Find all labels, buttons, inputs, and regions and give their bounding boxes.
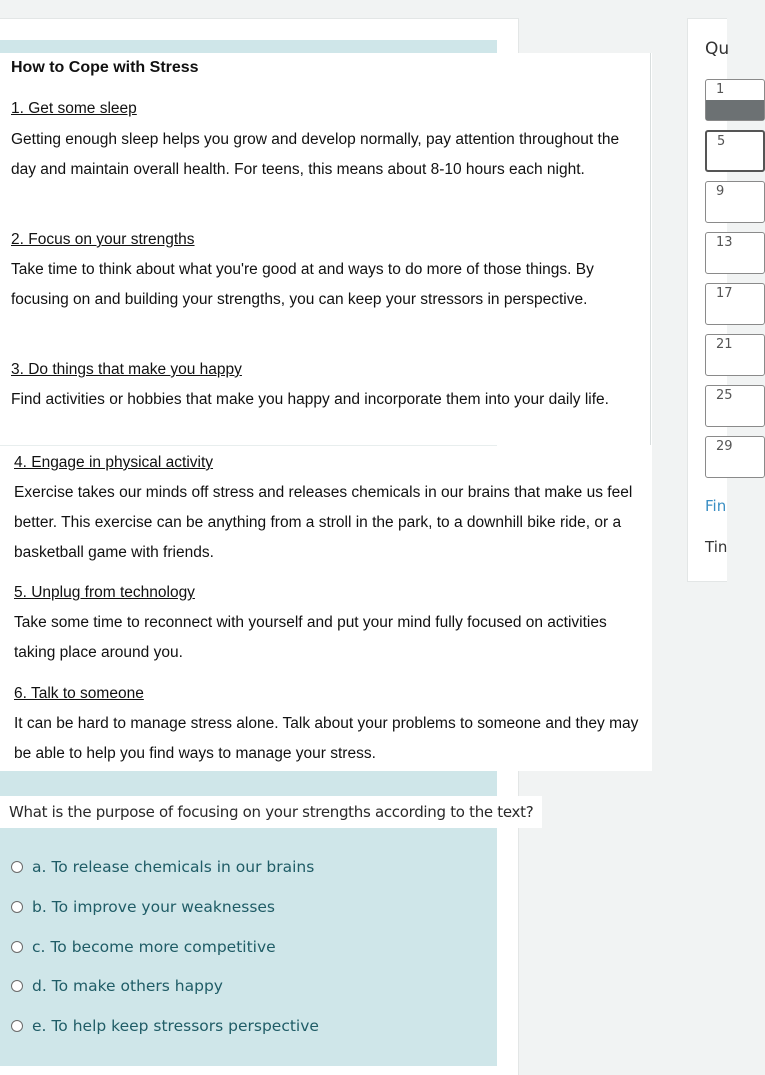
answer-option-e[interactable] [11, 1014, 319, 1038]
quiz-nav-question[interactable] [705, 79, 765, 121]
answer-option-a[interactable] [11, 855, 314, 879]
passage-image-edge [650, 53, 651, 445]
answer-option-d[interactable] [11, 974, 223, 998]
quiz-nav-number: 17 [716, 286, 733, 301]
section-body-sleep: Getting enough sleep helps you grow and develop normally, pay attention throughout the day and maintain overall health. For teens, this means about 8-10 hours each night. [11, 131, 620, 178]
option-label: To make others happy [51, 977, 223, 995]
section-heading-happy: 3. Do things that make you happy [11, 361, 242, 378]
section-heading-talk: 6. Talk to someone [14, 685, 144, 702]
section-heading-activity: 4. Engage in physical activity [14, 454, 214, 471]
quiz-nav-question[interactable] [705, 283, 765, 325]
question-prompt: What is the purpose of focusing on your strengths according to the text? [0, 796, 542, 828]
passage-title: How to Cope with Stress [11, 59, 199, 76]
quiz-nav-question[interactable] [705, 232, 765, 274]
radio-button-b[interactable] [11, 901, 23, 913]
radio-button-e[interactable] [11, 1020, 23, 1032]
option-letter: a. [32, 858, 47, 876]
option-letter: e. [32, 1017, 47, 1035]
reading-passage [0, 53, 652, 771]
quiz-nav-question-current[interactable] [705, 130, 765, 172]
answer-option-b[interactable] [11, 895, 275, 919]
option-letter: c. [32, 938, 46, 956]
answered-indicator [706, 100, 764, 120]
radio-button-a[interactable] [11, 861, 23, 873]
quiz-navigation-title: Qu [705, 39, 730, 59]
option-label: To become more competitive [50, 938, 276, 956]
section-heading-unplug: 5. Unplug from technology [14, 584, 195, 601]
time-left-label: Tin [705, 538, 728, 556]
section-body-strengths: Take time to think about what you're good at and ways to do more of those things. By focusing on and building your strengths, you can keep your stressors in perspective. [11, 261, 594, 308]
quiz-nav-number: 29 [716, 439, 733, 454]
radio-button-c[interactable] [11, 941, 23, 953]
page-top-bar [0, 0, 726, 18]
quiz-nav-number: 25 [716, 388, 733, 403]
quiz-navigation-card [687, 18, 733, 582]
quiz-nav-number: 1 [716, 82, 725, 97]
option-label: To help keep stressors perspective [51, 1017, 319, 1035]
quiz-nav-question[interactable] [705, 334, 765, 376]
answer-option-c[interactable] [11, 935, 276, 959]
option-label: To improve your weaknesses [51, 898, 276, 916]
quiz-nav-question[interactable] [705, 181, 765, 223]
finish-attempt-link[interactable]: Fin [705, 497, 727, 515]
section-body-talk: It can be hard to manage stress alone. Talk about your problems to someone and they may be able to help you find ways to manage your stress. [14, 715, 639, 762]
quiz-nav-question[interactable] [705, 436, 765, 478]
quiz-nav-number: 13 [716, 235, 733, 250]
passage-image-seam [0, 445, 497, 446]
section-body-unplug: Take some time to reconnect with yourself and put your mind fully focused on activities taking place around you. [14, 614, 607, 661]
quiz-nav-number: 21 [716, 337, 733, 352]
section-body-happy: Find activities or hobbies that make you happy and incorporate them into your daily life. [11, 391, 609, 408]
option-label: To release chemicals in our brains [51, 858, 315, 876]
option-letter: b. [32, 898, 47, 916]
section-heading-sleep: 1. Get some sleep [11, 100, 137, 117]
quiz-nav-number: 5 [717, 134, 726, 149]
section-body-activity: Exercise takes our minds off stress and releases chemicals in our brains that make us feel better. This exercise can be anything from a stroll in the park, to a downhill bike ride, or a basketball game with friends. [14, 484, 633, 561]
radio-button-d[interactable] [11, 980, 23, 992]
quiz-nav-number: 9 [716, 184, 725, 199]
quiz-nav-question[interactable] [705, 385, 765, 427]
option-letter: d. [32, 977, 47, 995]
section-heading-strengths: 2. Focus on your strengths [11, 231, 195, 248]
